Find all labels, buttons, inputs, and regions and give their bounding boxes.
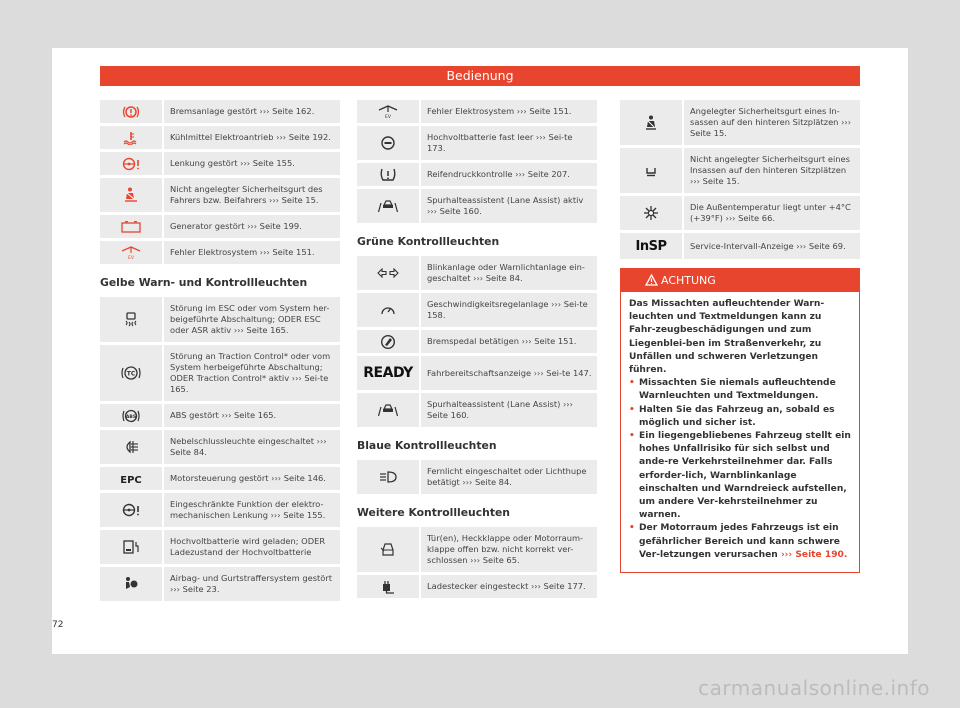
warning-intro: Das Missachten aufleuchtender Warn-leuchten und Textmeldungen kann zu Fahr-zeugbeschädigungen und zum Liegenblei-ben im Straßenverkehr, zu Unfällen und schweren Verletzungen führen.: [629, 299, 825, 376]
list-item: [620, 148, 860, 193]
list-item: [357, 393, 597, 427]
seatbelt-icon: [100, 178, 162, 212]
steering-warning-icon: [100, 152, 162, 175]
list-item: [100, 404, 340, 427]
page-link[interactable]: ››› Seite 190.: [780, 549, 848, 560]
list-item-text: ABS gestört ››› Seite 165.: [162, 404, 340, 427]
rear-seatbelt-fastened-icon: [620, 100, 682, 145]
other-lights-list: [357, 527, 597, 598]
traction-control-icon: [100, 345, 162, 401]
list-item-text: Bremsanlage gestört ››› Seite 162.: [162, 100, 340, 123]
list-item-text: Hochvoltbatterie fast leer ››› Sei-te 173.: [419, 126, 597, 160]
svg-text:EPC: EPC: [120, 474, 142, 485]
list-item-text: Motorsteuerung gestört ››› Seite 146.: [162, 467, 340, 490]
list-item-text: Fahrbereitschaftsanzeige ››› Sei-te 147.: [419, 356, 597, 390]
hv-battery-charging-icon: [100, 530, 162, 564]
other-lights-heading: Weitere Kontrollleuchten: [357, 506, 510, 519]
warning-bullet: • Missachten Sie niemals aufleuchtende Warnleuchten und Textmeldungen.: [629, 378, 836, 402]
list-item-text: Blinkanlage oder Warnlichtanlage ein-geschaltet ››› Seite 84.: [419, 256, 597, 290]
svg-text:EV: EV: [385, 114, 391, 119]
high-beam-icon: [357, 460, 419, 494]
lane-assist-icon: [357, 393, 419, 427]
list-item: [100, 530, 340, 564]
list-item-text: Generator gestört ››› Seite 199.: [162, 215, 340, 238]
list-item-text: Lenkung gestört ››› Seite 155.: [162, 152, 340, 175]
ev-system-icon: [100, 241, 162, 264]
airbag-icon: [100, 567, 162, 601]
list-item: [100, 493, 340, 527]
steering-warning-icon: [100, 493, 162, 527]
warning-box: [620, 268, 860, 573]
ev-system-icon: [357, 100, 419, 123]
speed-control-icon: [357, 293, 419, 327]
watermark: carmanualsonline.info: [698, 676, 930, 700]
warning-bullet: • Halten Sie das Fahrzeug an, sobald es möglich und sicher ist.: [629, 404, 835, 428]
page-number: 72: [52, 620, 64, 630]
blue-lights-heading: Blaue Kontrollleuchten: [357, 439, 497, 452]
tire-pressure-icon: [357, 163, 419, 186]
hv-battery-low-icon: [357, 126, 419, 160]
list-item-text: Die Außentemperatur liegt unter +4°C (+39°F) ››› Seite 66.: [682, 196, 860, 230]
list-item-text: Ladestecker eingesteckt ››› Seite 177.: [419, 575, 597, 598]
charging-plug-icon: [357, 575, 419, 598]
ready-icon: [357, 356, 419, 390]
warning-bullet: • Ein liegengebliebenes Fahrzeug stellt ein hohes Unfallrisiko für sich selbst und ande-re Verkehrsteilnehmer dar. Falls erforder-lich, Warnblinkanlage einschalten und Warndreieck aufstellen, um andere Ver-kehrsteilnehmer zu warnen.: [629, 431, 851, 521]
list-item: [357, 356, 597, 390]
list-item: [620, 233, 860, 259]
list-item: [100, 100, 340, 123]
rear-seatbelt-unfastened-icon: [620, 148, 682, 193]
column-2: [357, 100, 597, 601]
list-item-text: Kühlmittel Elektroantrieb ››› Seite 192.: [162, 126, 340, 149]
list-item-text: Bremspedal betätigen ››› Seite 151.: [419, 330, 597, 353]
list-item: [100, 567, 340, 601]
epc-icon: [100, 467, 162, 490]
service-label: InSP: [635, 238, 667, 254]
list-item-text: Service-Intervall-Anzeige ››› Seite 69.: [682, 233, 860, 259]
list-item-text: Nicht angelegter Sicherheitsgurt eines Insassen auf den hinteren Sitzplätzen ››› Seite 15.: [682, 148, 860, 193]
coolant-temperature-icon: [100, 126, 162, 149]
door-open-icon: [357, 527, 419, 572]
list-item-text: Geschwindigkeitsregelanlage ››› Sei-te 158.: [419, 293, 597, 327]
svg-text:TC: TC: [126, 370, 136, 378]
lane-assist-icon: [357, 189, 419, 223]
list-item-text: Störung an Traction Control* oder vom System herbeigeführte Abschaltung; ODER Traction Control* aktiv ››› Sei-te 165.: [162, 345, 340, 401]
warning-body: [621, 292, 859, 568]
list-item: [357, 163, 597, 186]
frost-icon: [620, 196, 682, 230]
svg-text:ABS: ABS: [125, 414, 137, 420]
svg-text:EV: EV: [128, 255, 134, 260]
warning-header: [621, 269, 859, 292]
warning-title: ACHTUNG: [661, 274, 716, 287]
list-item: [357, 330, 597, 353]
list-item-text: Spurhalteassistent (Lane Assist) aktiv ››› Seite 160.: [419, 189, 597, 223]
brake-pedal-icon: [357, 330, 419, 353]
list-item-text: Angelegter Sicherheitsgurt eines In-sassen auf den hinteren Sitzplätzen ››› Seite 15.: [682, 100, 860, 145]
list-item: [357, 100, 597, 123]
list-item: [100, 297, 340, 342]
service-icon: [620, 233, 682, 259]
list-item: [357, 527, 597, 572]
more-yellow-lights-list: [357, 100, 597, 223]
column-3: [620, 100, 860, 262]
abs-icon: [100, 404, 162, 427]
list-item: [100, 152, 340, 175]
list-item-text: Eingeschränkte Funktion der elektro-mechanischen Lenkung ››› Seite 155.: [162, 493, 340, 527]
brake-warning-icon: [100, 100, 162, 123]
list-item: [620, 196, 860, 230]
list-item: [100, 241, 340, 264]
rear-fog-light-icon: [100, 430, 162, 464]
list-item: [357, 575, 597, 598]
list-item: [620, 100, 860, 145]
battery-icon: [100, 215, 162, 238]
warning-triangle-icon: [645, 274, 658, 286]
list-item: [357, 256, 597, 290]
list-item: [357, 460, 597, 494]
turn-signal-icon: [357, 256, 419, 290]
list-item-text: Tür(en), Heckklappe oder Motorraum-klappe offen bzw. nicht korrekt ver-schlossen ››› Seite 65.: [419, 527, 597, 572]
yellow-lights-heading: Gelbe Warn- und Kontrollleuchten: [100, 276, 308, 289]
list-item: [357, 293, 597, 327]
list-item: [357, 189, 597, 223]
list-item-text: Hochvoltbatterie wird geladen; ODER Ladezustand der Hochvoltbatterie: [162, 530, 340, 564]
yellow-lights-list: [100, 297, 340, 601]
list-item-text: Airbag- und Gurtstraffersystem gestört ››› Seite 23.: [162, 567, 340, 601]
list-item-text: Nebelschlussleuchte eingeschaltet ››› Seite 84.: [162, 430, 340, 464]
list-item: [100, 178, 340, 212]
blue-lights-list: [357, 460, 597, 494]
list-item-text: Fernlicht eingeschaltet oder Lichthupe betätigt ››› Seite 84.: [419, 460, 597, 494]
column-1: [100, 100, 340, 604]
list-item-text: Fehler Elektrosystem ››› Seite 151.: [162, 241, 340, 264]
esc-icon: [100, 297, 162, 342]
ready-label: READY: [363, 365, 413, 381]
green-lights-list: [357, 256, 597, 427]
list-item: [100, 467, 340, 490]
warning-bullet: • Der Motorraum jedes Fahrzeugs ist ein gefährlicher Bereich und kann schwere Ver-letzungen verursachen ››› Seite 190.: [629, 523, 848, 560]
list-item: [357, 126, 597, 160]
page-header: Bedienung: [100, 66, 860, 86]
red-lights-list: [100, 100, 340, 264]
list-item-text: Nicht angelegter Sicherheitsgurt des Fahrers bzw. Beifahrers ››› Seite 15.: [162, 178, 340, 212]
list-item: [100, 215, 340, 238]
list-item: [100, 345, 340, 401]
list-item: [100, 430, 340, 464]
list-item: [100, 126, 340, 149]
green-lights-heading: Grüne Kontrollleuchten: [357, 235, 500, 248]
list-item-text: Störung im ESC oder vom System her-beigeführte Abschaltung; ODER ESC oder ASR aktiv ››› Seite 165.: [162, 297, 340, 342]
list-item-text: Fehler Elektrosystem ››› Seite 151.: [419, 100, 597, 123]
list-item-text: Spurhalteassistent (Lane Assist) ››› Seite 160.: [419, 393, 597, 427]
list-item-text: Reifendruckkontrolle ››› Seite 207.: [419, 163, 597, 186]
